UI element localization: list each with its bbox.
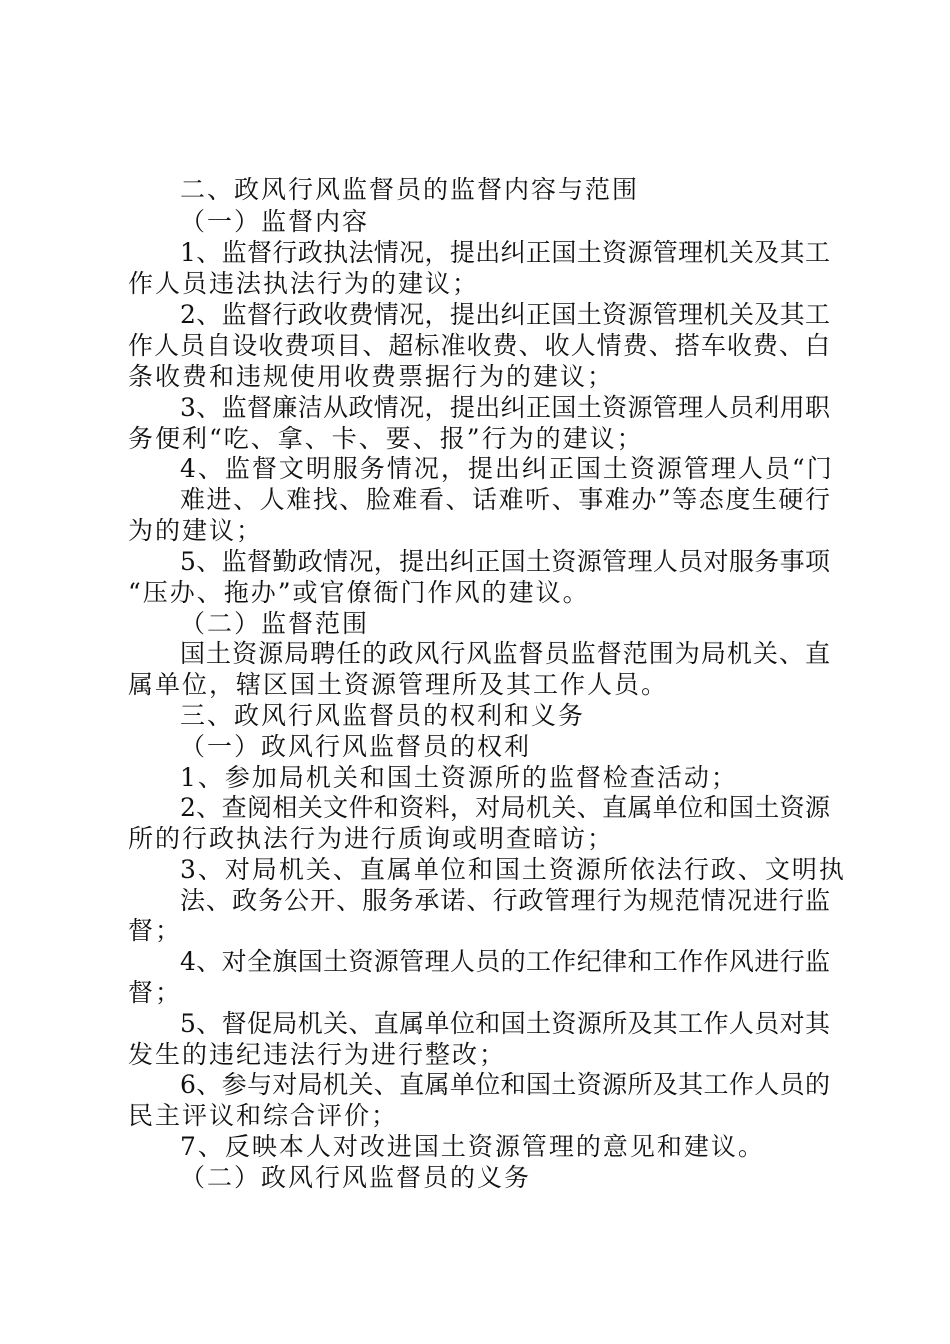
section-heading: 三、政风行风监督员的权利和义务 (180, 701, 586, 730)
paragraph-line: 务便利“吃、拿、卡、要、报”行为的建议； (128, 424, 644, 453)
paragraph-line: 民主评议和综合评价； (128, 1101, 399, 1130)
subsection-heading: （一）监督内容 (180, 207, 370, 236)
paragraph-line: 属单位，辖区国土资源管理所及其工作人员。 (128, 670, 669, 699)
paragraph-line: 条收费和违规使用收费票据行为的建议； (128, 362, 615, 391)
paragraph-line: 所的行政执法行为进行质询或明查暗访； (128, 824, 615, 853)
paragraph-line: 6、参与对局机关、直属单位和国土资源所及其工作人员的 (180, 1070, 830, 1099)
paragraph-line: 发生的违纪违法行为进行整改； (128, 1040, 507, 1069)
paragraph-line: 4、监督文明服务情况，提出纠正国土资源管理人员“门 (180, 454, 834, 483)
paragraph-line: 5、监督勤政情况，提出纠正国土资源管理人员对服务事项 (180, 547, 830, 576)
paragraph-line: 为的建议； (128, 516, 264, 545)
paragraph-line: 1、监督行政执法情况，提出纠正国土资源管理机关及其工 (180, 238, 830, 267)
paragraph-line: 作人员违法执法行为的建议； (128, 269, 480, 298)
paragraph-line: 国土资源局聘任的政风行风监督员监督范围为局机关、直 (180, 639, 830, 668)
paragraph-line: 作人员自设收费项目、超标准收费、收人情费、搭车收费、白 (128, 331, 830, 360)
paragraph-line: 5、督促局机关、直属单位和国土资源所及其工作人员对其 (180, 1009, 830, 1038)
paragraph-line: 4、对全旗国土资源管理人员的工作纪律和工作作风进行监 (180, 947, 830, 976)
paragraph-line: 7、反映本人对改进国土资源管理的意见和建议。 (180, 1132, 765, 1161)
paragraph-line: 1、参加局机关和国土资源所的监督检查活动； (180, 763, 738, 792)
paragraph-line: 督； (128, 978, 183, 1007)
subsection-heading: （二）监督范围 (180, 609, 370, 638)
paragraph-line: 法、政务公开、服务承诺、行政管理行为规范情况进行监 (180, 886, 830, 915)
section-heading: 二、政风行风监督员的监督内容与范围 (180, 175, 640, 204)
paragraph-line: “压办、拖办”或官僚衙门作风的建议。 (128, 578, 590, 607)
paragraph-line: 2、查阅相关文件和资料，对局机关、直属单位和国土资源 (180, 793, 830, 822)
subsection-heading: （一）政风行风监督员的权利 (180, 732, 532, 761)
paragraph-line: 3、监督廉洁从政情况，提出纠正国土资源管理人员利用职 (180, 393, 830, 422)
paragraph-line: 督； (128, 916, 183, 945)
paragraph-line: 难进、人难找、脸难看、话难听、事难办”等态度生硬行 (180, 485, 830, 514)
paragraph-line: 2、监督行政收费情况，提出纠正国土资源管理机关及其工 (180, 300, 830, 329)
paragraph-line: 3、对局机关、直属单位和国土资源所依法行政、文明执 (180, 855, 846, 884)
subsection-heading: （二）政风行风监督员的义务 (180, 1163, 532, 1192)
